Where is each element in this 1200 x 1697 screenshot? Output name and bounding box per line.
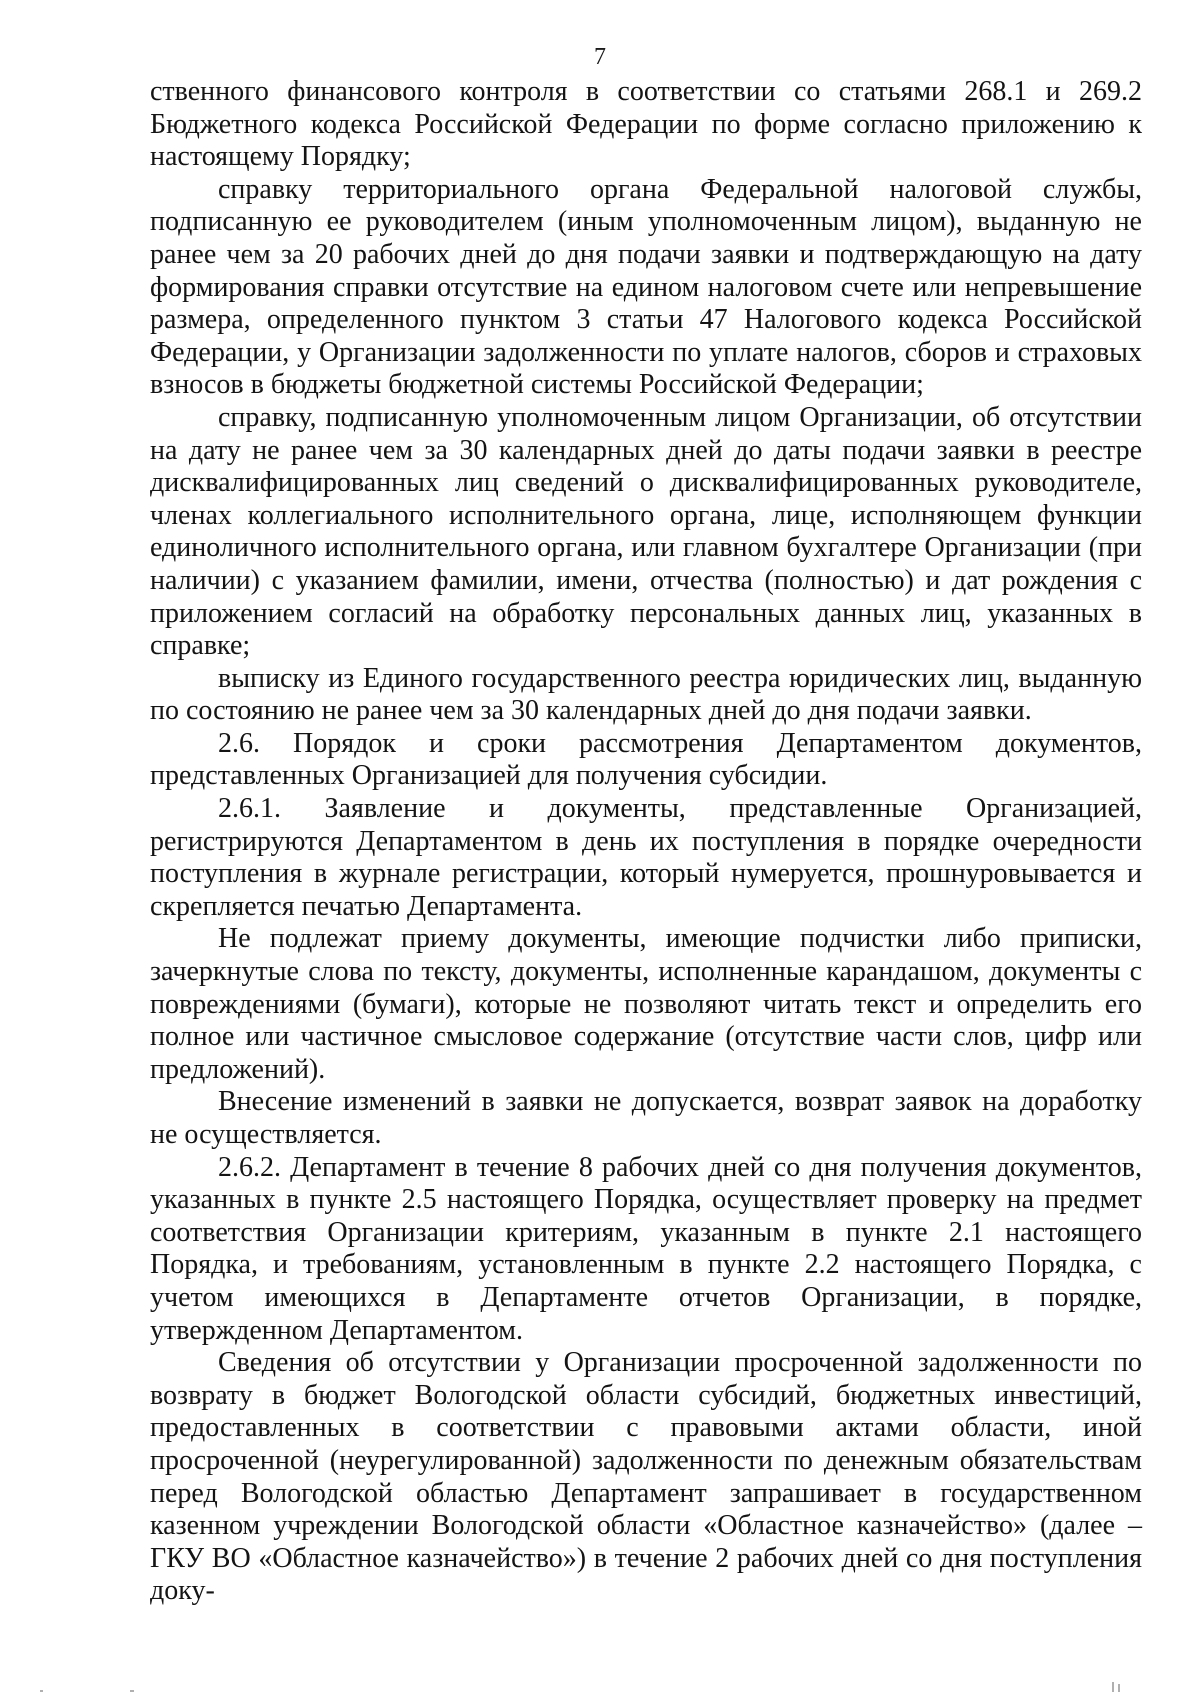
paragraph-rejected-documents: Не подлежат приему документы, имеющие подчистки либо приписки, зачеркнутые слова по тексту, документы, исполненные карандашом, документы с повреждениями (бумаги), которые не позволяют читать текст и определить его полное или частичное смысловое содержание (отсутствие части слов, цифр или предложений). — [150, 923, 1142, 1085]
scan-artifact — [40, 1690, 43, 1692]
paragraph-treasury-request: Сведения об отсутствии у Организации просроченной задолженности по возврату в бюджет Вологодской области субсидий, бюджетных инвестиций, предоставленных в соответствии с правовыми актами области, иной просроченной (неурегулированной) задолженности по денежным обязательствам перед Вологодской областью Департамент запрашивает в государственном казенном учреждении Вологодской области «Областное казначейство» (далее – ГКУ ВО «Областное казначейство») в течение 2 рабочих дней со дня поступления доку- — [150, 1347, 1142, 1607]
scan-artifact — [1118, 1684, 1120, 1692]
page-number: 7 — [594, 44, 606, 70]
paragraph-section-2-6-1: 2.6.1. Заявление и документы, представленные Организацией, регистрируются Департаментом в день их поступления в порядке очередности поступления в журнале регистрации, который нумеруется, прошнуровывается и скрепляется печатью Департамента. — [150, 793, 1142, 922]
paragraph-disqualified-registry: справку, подписанную уполномоченным лицом Организации, об отсутствии на дату не ранее чем за 30 календарных дней до даты подачи заявки в реестре дисквалифицированных лиц сведений о дисквалифицированных руководителе, членах коллегиального исполнительного органа, лице, исполняющем функции единоличного исполнительного органа, или главном бухгалтере Организации (при наличии) с указанием фамилии, имени, отчества (полностью) и дат рождения с приложением согласий на обработку персональных данных лиц, указанных в справке; — [150, 401, 1142, 662]
paragraph-continuation: ственного финансового контроля в соответствии со статьями 268.1 и 269.2 Бюджетного кодекса Российской Федерации по форме согласно приложению к настоящему Порядку; — [150, 76, 1142, 173]
paragraph-section-2-6-2: 2.6.2. Департамент в течение 8 рабочих дней со дня получения документов, указанных в пункте 2.5 настоящего Порядка, осуществляет проверку на предмет соответствия Организации критериям, указанным в пункте 2.1 настоящего Порядка, и требованиям, установленным в пункте 2.2 настоящего Порядка, с учетом имеющихся в Департаменте отчетов Организации, в порядке, утвержденном Департаментом. — [150, 1151, 1142, 1346]
scan-artifact — [130, 1690, 134, 1692]
paragraph-no-changes: Внесение изменений в заявки не допускается, возврат заявок на доработку не осуществляется. — [150, 1086, 1142, 1150]
paragraph-tax-certificate: справку территориального органа Федеральной налоговой службы, подписанную ее руководителем (иным уполномоченным лицом), выданную не ранее чем за 20 рабочих дней до дня подачи заявки и подтверждающую на дату формирования справки отсутствие на едином налоговом счете или непревышение размера, определенного пунктом 3 статьи 47 Налогового кодекса Российской Федерации, у Организации задолженности по уплате налогов, сборов и страховых взносов в бюджеты бюджетной системы Российской Федерации; — [150, 173, 1142, 401]
paragraph-egrul-extract: выписку из Единого государственного реестра юридических лиц, выданную по состоянию не ранее чем за 30 календарных дней до дня подачи заявки. — [150, 662, 1142, 727]
document-body — [150, 76, 1142, 1608]
paragraph-section-2-6: 2.6. Порядок и сроки рассмотрения Департаментом документов, представленных Организацией для получения субсидии. — [150, 727, 1142, 792]
scan-artifact — [1112, 1682, 1114, 1692]
